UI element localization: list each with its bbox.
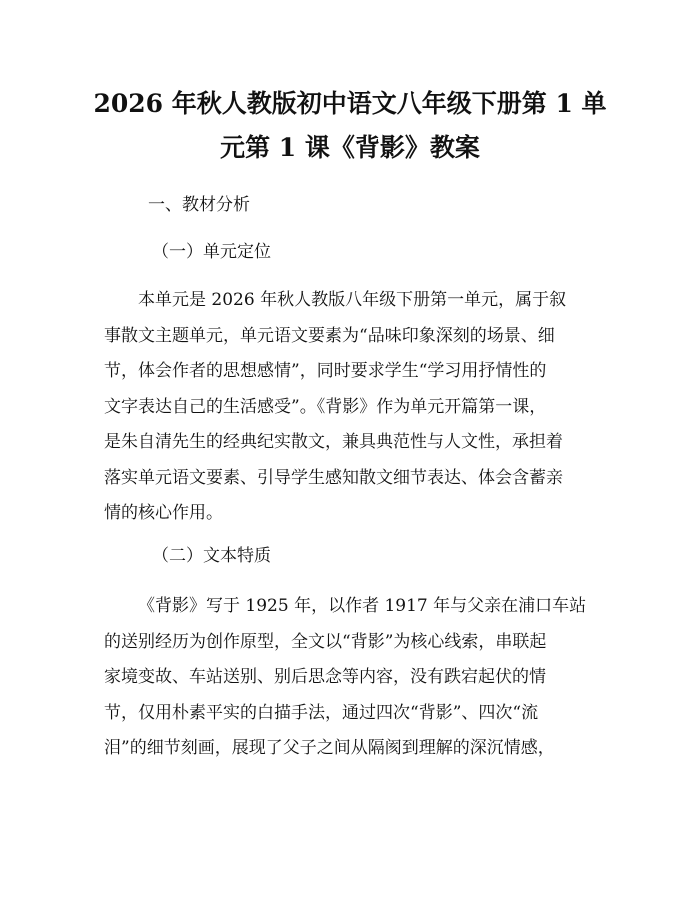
paragraph-line: 落实单元语文要素、引导学生感知散文细节表达、体会含蓄亲 <box>104 467 563 488</box>
paragraph-line: 节，体会作者的思想感情”，同时要求学生“学习用抒情性的 <box>104 361 547 381</box>
paragraph-line: 泪”的细节刻画，展现了父子之间从隔阂到理解的深沉情感， <box>104 738 555 758</box>
paragraph-line: 节，仅用朴素平实的白描手法，通过四次“背影”、四次“流 <box>104 702 539 723</box>
paragraph-line: 《背影》写于 1925 年，以作者 1917 年与父亲在浦口车站 <box>138 596 587 616</box>
paragraph-line: 是朱自清先生的经典纪实散文，兼具典范性与人文性，承担着 <box>104 432 563 452</box>
document-title-line-1: 2026 年秋人教版初中语文八年级下册第 1 单 <box>93 89 607 118</box>
paragraph-line: 情的核心作用。 <box>104 503 223 523</box>
paragraph-line: 事散文主题单元，单元语文要素为“品味印象深刻的场景、细 <box>104 325 555 346</box>
subsection-heading-unit-positioning: （一）单元定位 <box>152 242 271 262</box>
paragraph-text-characteristics <box>104 594 614 772</box>
paragraph-line: 的送别经历为创作原型，全文以“背影”为核心线索，串联起 <box>104 631 547 652</box>
paragraph-line: 本单元是 2026 年秋人教版八年级下册第一单元，属于叙 <box>138 290 567 310</box>
subsection-heading-text-characteristics: （二）文本特质 <box>152 546 271 566</box>
section-heading-textbook-analysis: 一、教材分析 <box>148 195 250 215</box>
document-title-line-2: 元第 1 课《背影》教案 <box>220 133 480 162</box>
paragraph-line: 文字表达自己的生活感受”。《背影》作为单元开篇第一课， <box>104 396 547 417</box>
paragraph-unit-positioning <box>104 288 614 537</box>
paragraph-line: 家境变故、车站送别、别后思念等内容，没有跌宕起伏的情 <box>104 667 546 687</box>
